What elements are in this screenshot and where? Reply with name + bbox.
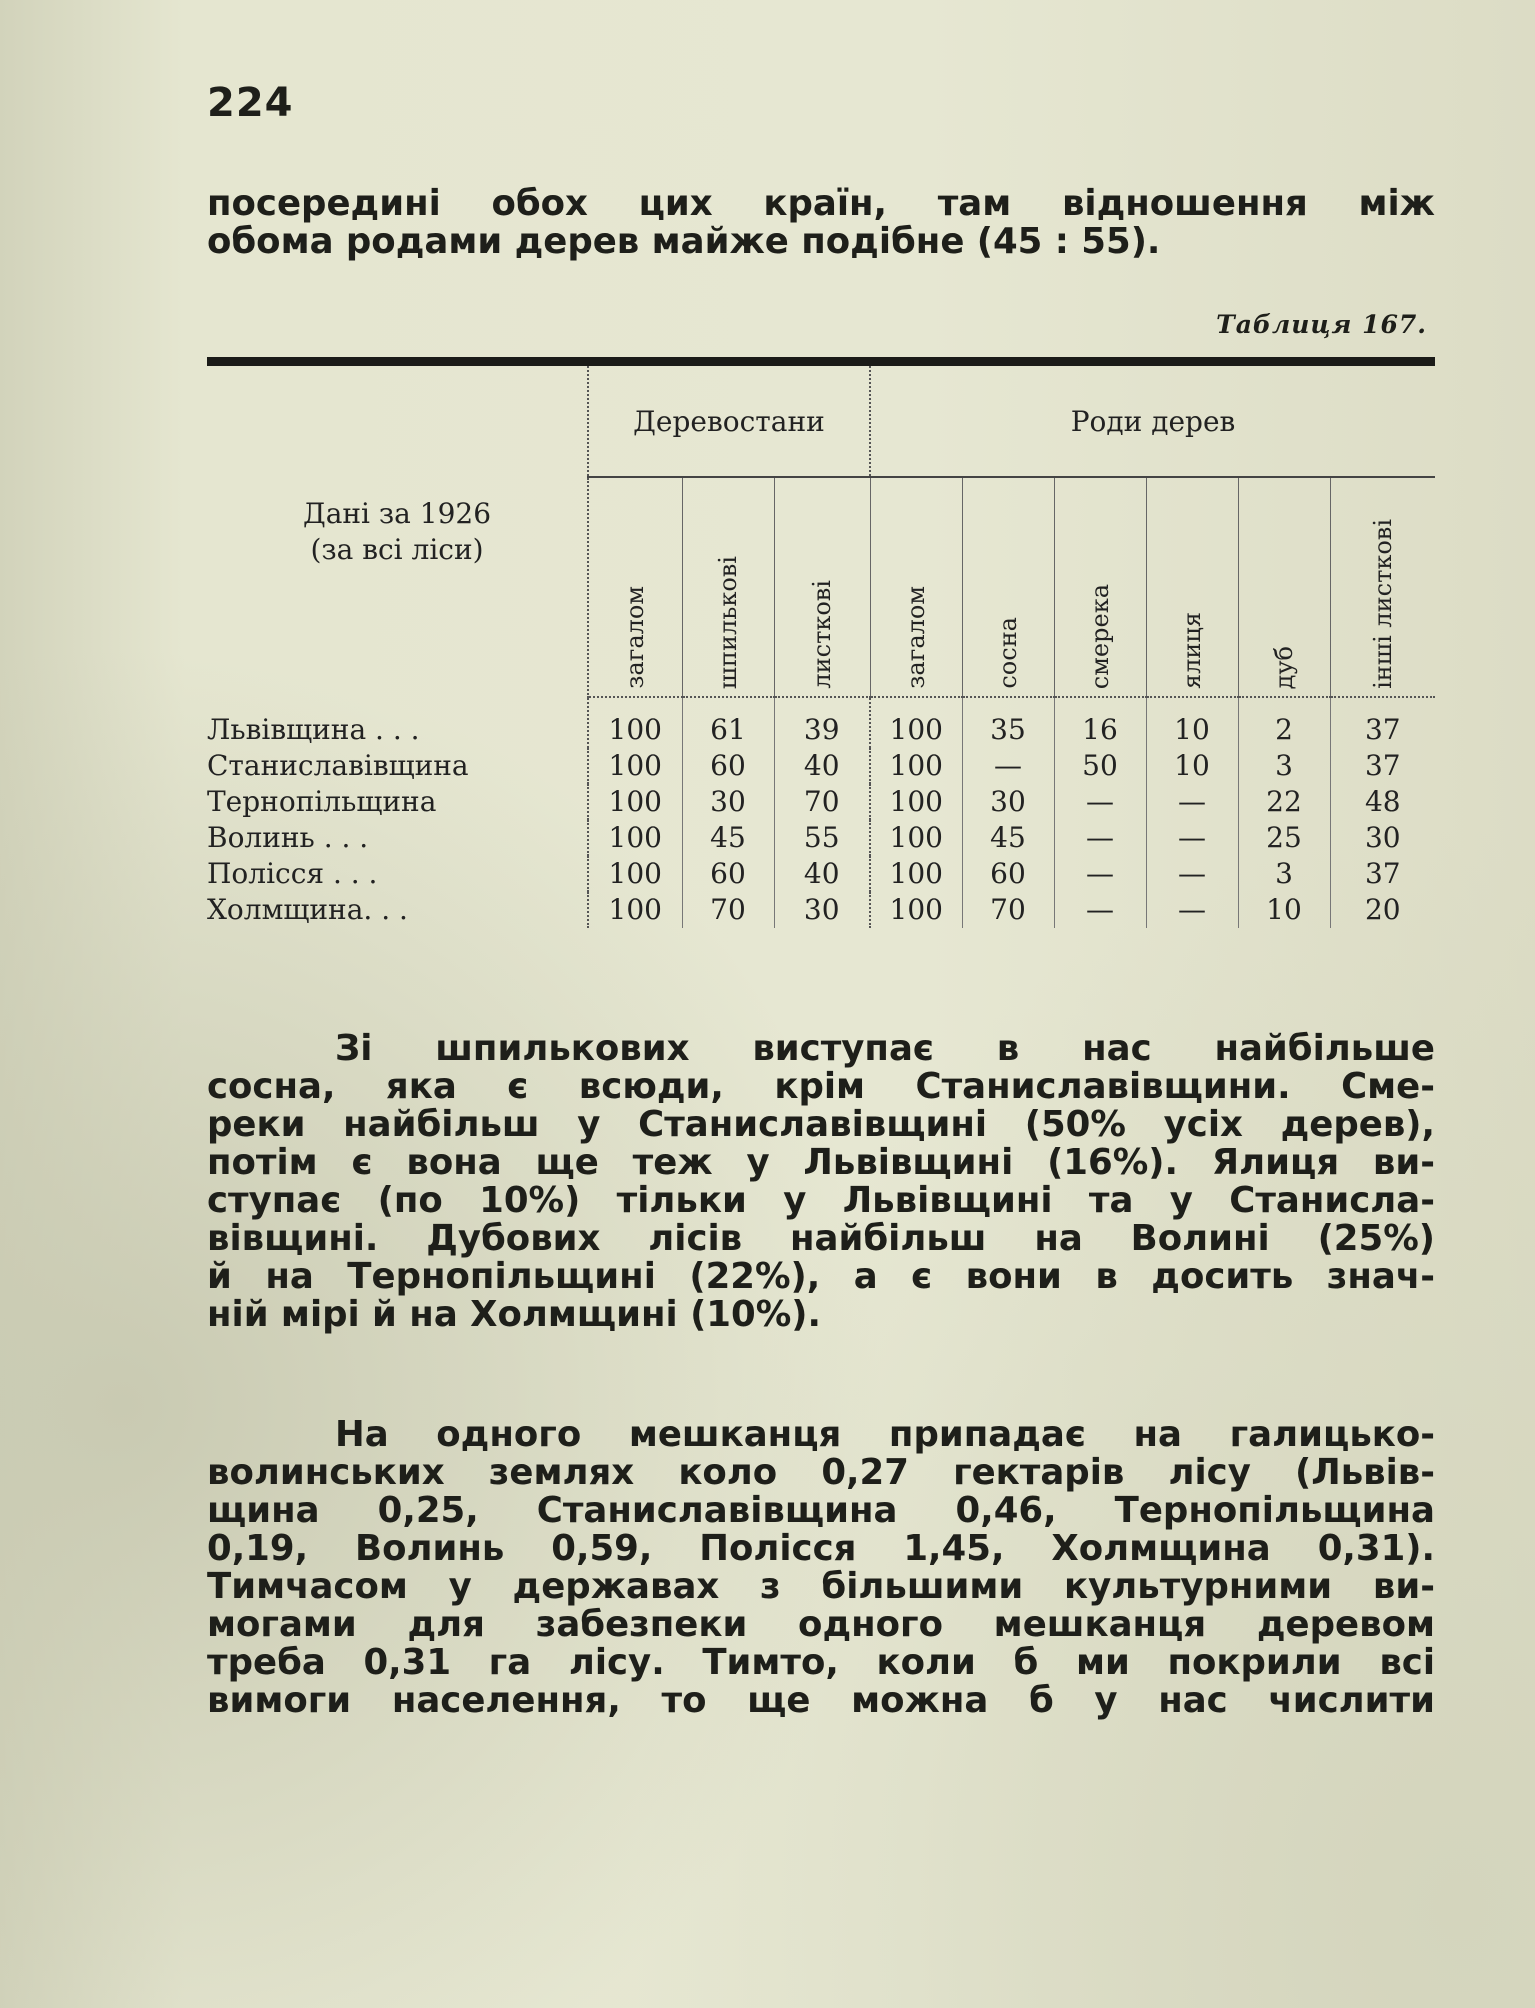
region-name: Тернопільщина — [207, 784, 588, 820]
paragraph-per-capita — [207, 1416, 1435, 1720]
table-cell: 60 — [962, 856, 1054, 892]
text-line: ступає (по 10%) тільки у Львівщині та у Станисла- — [207, 1180, 1435, 1221]
table-cell: — — [962, 748, 1054, 784]
sub-header-label: ялиця — [1178, 612, 1206, 689]
table-cell: 60 — [682, 748, 774, 784]
table-cell: 10 — [1146, 748, 1238, 784]
region-name: Львівщина . . . — [207, 697, 588, 748]
table-cell: 3 — [1238, 856, 1330, 892]
table-cell: 100 — [588, 784, 682, 820]
table-cell: 100 — [588, 697, 682, 748]
table-row — [207, 697, 1435, 748]
table-cell: 100 — [870, 892, 962, 928]
table-cell: 100 — [870, 784, 962, 820]
table-row — [207, 748, 1435, 784]
table-cell: — — [1054, 784, 1146, 820]
table-cell: 20 — [1364, 893, 1401, 926]
table-cell: — — [1054, 856, 1146, 892]
group-header-species: Роди дерев — [870, 362, 1435, 478]
table-cell: 100 — [870, 820, 962, 856]
table-cell: 2 — [1238, 697, 1330, 748]
table-cell: — — [1054, 892, 1146, 928]
region-name: Полісся . . . — [207, 856, 588, 892]
row-header-cell — [207, 362, 588, 698]
text-line: обома родами дерев майже подібне (45 : 55). — [207, 221, 1161, 262]
sub-header-label: інші листкові — [1368, 519, 1397, 689]
row-header-line: (за всі ліси) — [310, 532, 484, 566]
table-row — [207, 820, 1435, 856]
table-cell: 3 — [1238, 748, 1330, 784]
table-cell: 10 — [1146, 697, 1238, 748]
intro-paragraph — [207, 185, 1435, 261]
sub-header-cell — [588, 477, 682, 697]
text-line: треба 0,31 га лісу. Тимто, коли б ми покрили всі — [207, 1642, 1435, 1683]
text-line: вимоги населення, то ще можна б у нас числити — [207, 1680, 1435, 1721]
table-row — [207, 892, 1435, 928]
table-cell: 100 — [870, 856, 962, 892]
sub-header-cell — [682, 477, 774, 697]
table-cell: 100 — [870, 748, 962, 784]
table-cell: 35 — [962, 697, 1054, 748]
table-cell: 55 — [774, 820, 870, 856]
table-cell: 30 — [962, 784, 1054, 820]
table-cell: 70 — [962, 892, 1054, 928]
table-cell: 100 — [588, 856, 682, 892]
sub-header-cell — [1146, 477, 1238, 697]
text-line: На одного мешканця припадає на галицько- — [335, 1414, 1435, 1455]
table-cell: 100 — [588, 748, 682, 784]
text-line: потім є вона ще теж у Львівщині (16%). Ялиця ви- — [207, 1142, 1435, 1183]
sub-header-label: смерека — [1086, 583, 1114, 689]
sub-header-cell — [1054, 477, 1146, 697]
table-cell: 45 — [682, 820, 774, 856]
region-name: Станиславівщина — [207, 748, 588, 784]
row-header-line: Дані за 1926 — [302, 496, 492, 530]
table-cell: 10 — [1238, 892, 1330, 928]
sub-header-label: шпилькові — [714, 555, 742, 689]
table-cell: 50 — [1054, 748, 1146, 784]
table-cell: 70 — [682, 892, 774, 928]
table-cell: — — [1146, 784, 1238, 820]
text-line: волинських землях коло 0,27 гектарів лісу (Львів- — [207, 1452, 1435, 1493]
table-cell: 16 — [1054, 697, 1146, 748]
text-line: щина 0,25, Станиславівщина 0,46, Тернопільщина — [207, 1490, 1435, 1531]
table-cell: 100 — [870, 697, 962, 748]
table-cell: 48 — [1364, 785, 1401, 818]
text-line: посередині обох цих країн, там відношення між — [207, 183, 1435, 224]
sub-header-cell — [1330, 477, 1435, 697]
sub-header-cell — [1238, 477, 1330, 697]
region-name: Волинь . . . — [207, 820, 588, 856]
text-line: Тимчасом у державах з більшими культурними ви- — [207, 1566, 1435, 1607]
sub-header-cell — [962, 477, 1054, 697]
table-cell: 40 — [774, 748, 870, 784]
paragraph-species — [207, 1030, 1435, 1334]
forest-table — [207, 357, 1435, 928]
table-cell: — — [1146, 856, 1238, 892]
text-line: реки найбільш у Станиславівщині (50% усіх дерев), — [207, 1104, 1435, 1145]
table-cell: 30 — [1364, 821, 1401, 854]
table-cell: — — [1146, 820, 1238, 856]
page-number: 224 — [207, 80, 294, 126]
text-line: ній мірі й на Холмщині (10%). — [207, 1294, 821, 1335]
table-cell: 70 — [774, 784, 870, 820]
table-cell: 60 — [682, 856, 774, 892]
table-row — [207, 856, 1435, 892]
sub-header-cell — [774, 477, 870, 697]
group-header-stands: Деревостани — [588, 362, 870, 478]
table-caption: Таблиця 167. — [1216, 310, 1427, 339]
sub-header-label: дуб — [1270, 645, 1298, 689]
sub-header-label: листкові — [808, 580, 836, 689]
table-cell: 39 — [774, 697, 870, 748]
text-line: Зі шпилькових виступає в нас найбільше — [335, 1028, 1435, 1069]
text-line: 0,19, Волинь 0,59, Полісся 1,45, Холмщина 0,31). — [207, 1528, 1435, 1569]
sub-header-label: загалом — [902, 586, 930, 689]
table-cell: 25 — [1238, 820, 1330, 856]
sub-header-label: загалом — [621, 586, 650, 689]
sub-header-label: сосна — [994, 617, 1022, 689]
text-line: й на Тернопільщині (22%), а є вони в досить знач- — [207, 1256, 1435, 1297]
text-line: могами для забезпеки одного мешканця деревом — [207, 1604, 1435, 1645]
table-cell: 30 — [774, 892, 870, 928]
sub-header-cell — [870, 477, 962, 697]
table-cell: — — [1146, 892, 1238, 928]
table-cell: 100 — [588, 820, 682, 856]
table-cell: 45 — [962, 820, 1054, 856]
table-cell: 22 — [1238, 784, 1330, 820]
region-name: Холмщина. . . — [207, 892, 588, 928]
table-cell: 100 — [588, 892, 682, 928]
text-line: сосна, яка є всюди, крім Станиславівщини. Сме- — [207, 1066, 1435, 1107]
table-cell: 37 — [1364, 713, 1401, 746]
table-cell: 61 — [682, 697, 774, 748]
table-cell: 40 — [774, 856, 870, 892]
table-cell: 37 — [1364, 857, 1401, 890]
table-cell: 30 — [682, 784, 774, 820]
text-line: вівщині. Дубових лісів найбільш на Волині (25%) — [207, 1218, 1435, 1259]
table-cell: — — [1054, 820, 1146, 856]
table-row — [207, 784, 1435, 820]
table-cell: 37 — [1364, 749, 1401, 782]
